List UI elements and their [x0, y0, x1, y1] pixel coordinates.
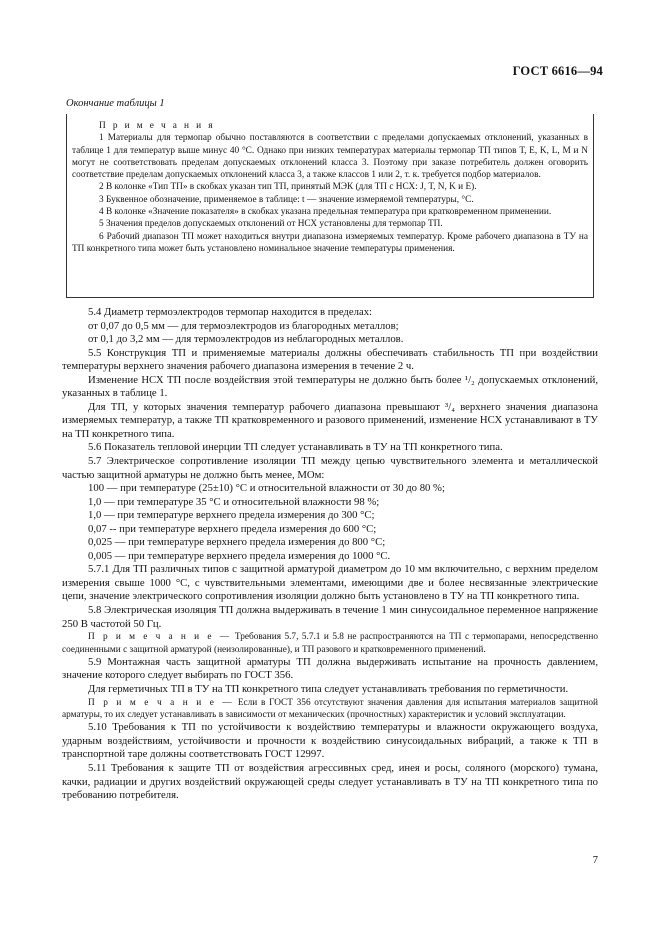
paragraph: 5.7 Электрическое сопротивление изоляции ТП между цепью чувствительного элемента и металлической частью защитной арматуры не должно быть менее, МОм: [62, 455, 598, 481]
note-item: 4 В колонке «Значение показателя» в скобках указана предельная температура при кратковременном применении. [99, 207, 552, 218]
paragraph: от 0,07 до 0,5 мм — для термоэлектродов из благородных металлов; [88, 319, 399, 332]
table-notes [72, 120, 588, 255]
table-caption: Окончание таблицы 1 [66, 98, 165, 109]
paragraph: 5.9 Монтажная часть защитной арматуры ТП должна выдерживать испытание на прочность давлением, значение которого следует выбирать по ГОСТ 356. [62, 655, 598, 682]
paragraph: 1,0 — при температуре 35 °С и относительной влажности 98 %; [88, 495, 380, 508]
paragraph: 0,07 -- при температуре верхнего предела измерения до 600 °С; [88, 522, 377, 535]
note-item: 3 Буквенное обозначение, применяемое в таблице: t — значение измеряемой температуры, °С. [99, 194, 474, 205]
paragraph: 5.4 Диаметр термоэлектродов термопар находится в пределах: [88, 306, 373, 318]
table-notes-box [66, 114, 594, 298]
paragraph: Для ТП, у которых значения температур рабочего диапазона превышают ³/₄ верхнего значения диапазона измеряемых температур, а также ТП кратковременного и разового применений, изменение НСХ устанавливают в ТУ на ТП конкретного типа. [62, 400, 598, 440]
document-body [62, 306, 598, 803]
paragraph: 5.5 Конструкция ТП и применяемые материалы должны обеспечивать стабильность ТП при воздействии температуры верхнего значения рабочего диапазона измерения в течение 2 ч. [62, 346, 598, 373]
paragraph: 5.11 Требования к защите ТП от воздействия агрессивных сред, инея и росы, соляного (морского) тумана, качки, радиации и других воздействий окружающей среды следует устанавливать в ТУ на ТП конкретного типа по требованию потребителя. [62, 762, 598, 802]
note-text: Если в ГОСТ 356 отсутствуют значения давления для испытания материалов защитной арматуры, то их следует устанавливать в зависимости от механических (прочностных) характеристик и условий эксплуатации. [62, 697, 598, 720]
note-label: П р и м е ч а н и е — [88, 632, 232, 643]
page-header-standard: ГОСТ 6616—94 [512, 64, 603, 78]
note-item: 6 Рабочий диапазон ТП может находиться внутри диапазона измеряемых температур. Кроме рабочего диапазона в ТУ на ТП конкретного типа может быть установлено номинальное значение температуры применения. [72, 231, 588, 254]
paragraph: от 0,1 до 3,2 мм — для термоэлектродов из неблагородных металлов. [88, 333, 404, 346]
paragraph: 5.8 Электрическая изоляция ТП должна выдерживать в течение 1 мин синусоидальное переменное напряжение 250 В частотой 50 Гц. [62, 604, 598, 630]
paragraph: 5.6 Показатель тепловой инерции ТП следует устанавливать в ТУ на ТП конкретного типа. [88, 441, 503, 454]
note-paragraph [62, 697, 598, 722]
paragraph: Для герметичных ТП в ТУ на ТП конкретного типа следует устанавливать требования по герметичности. [88, 683, 569, 696]
note-item: 1 Материалы для термопар обычно поставляются в соответствии с пределами допускаемых отклонений, указанных в таблице 1 для температур выше минус 40 °С. Однако при низких температурах материалы термопар ТП типов Т, Е, K, L, М и N могут не соответствовать пределам допускаемых отклонений класса 3. Поэтому при заказе потребитель должен оговорить соответствие пределам допускаемых отклонений класса 3, а также классов 1 или 2, т. к. требуется подбор материалов. [72, 133, 588, 181]
note-text: Требования 5.7, 5.7.1 и 5.8 не распространяются на ТП с термопарами, непосредственно соединенными с защитной арматурой (неизолированные), и ТП разового и кратковременного применений. [62, 632, 598, 655]
paragraph: 5.7.1 Для ТП различных типов с защитной арматурой диаметром до 10 мм включительно, с верхним пределом измерения свыше 1000 °С, с чувствительными элементами, имеющими две и более несвязанные электрические цепи, значение электрического сопротивления изоляции должно быть установлено в ТУ на ТП конкретного типа. [62, 563, 598, 603]
note-paragraph [62, 631, 598, 656]
paragraph: Изменение НСХ ТП после воздействия этой температуры не должно быть более ¹/₂ допускаемых отклонений, указанных в таблице 1. [62, 373, 598, 400]
note-item: 5 Значения пределов допускаемых отклонений от НСХ установлены для термопар ТП. [99, 219, 443, 230]
page-number: 7 [592, 855, 598, 866]
paragraph: 100 — при температуре (25±10) °С и относительной влажности от 30 до 80 %; [88, 482, 445, 495]
note-item: 2 В колонке «Тип ТП» в скобках указан тип ТП, принятый МЭК (для ТП с НСХ: J, Т, N, K и Е). [99, 182, 477, 193]
note-label: П р и м е ч а н и е — [88, 697, 235, 708]
paragraph: 0,005 — при температуре верхнего предела измерения до 1000 °С. [88, 549, 391, 562]
paragraph: 5.10 Требования к ТП по устойчивости к воздействию температуры и влажности окружающего воздуха, ударным воздействиям, устойчивости и прочности к воздействию синусоидальных вибраций, а также к ТП в транспортной таре должны соответствовать ГОСТ 12997. [62, 721, 598, 761]
notes-title: П р и м е ч а н и я [99, 121, 215, 131]
paragraph: 1,0 — при температуре верхнего предела измерения до 300 °С; [88, 509, 375, 522]
paragraph: 0,025 — при температуре верхнего предела измерения до 800 °С; [88, 536, 386, 549]
